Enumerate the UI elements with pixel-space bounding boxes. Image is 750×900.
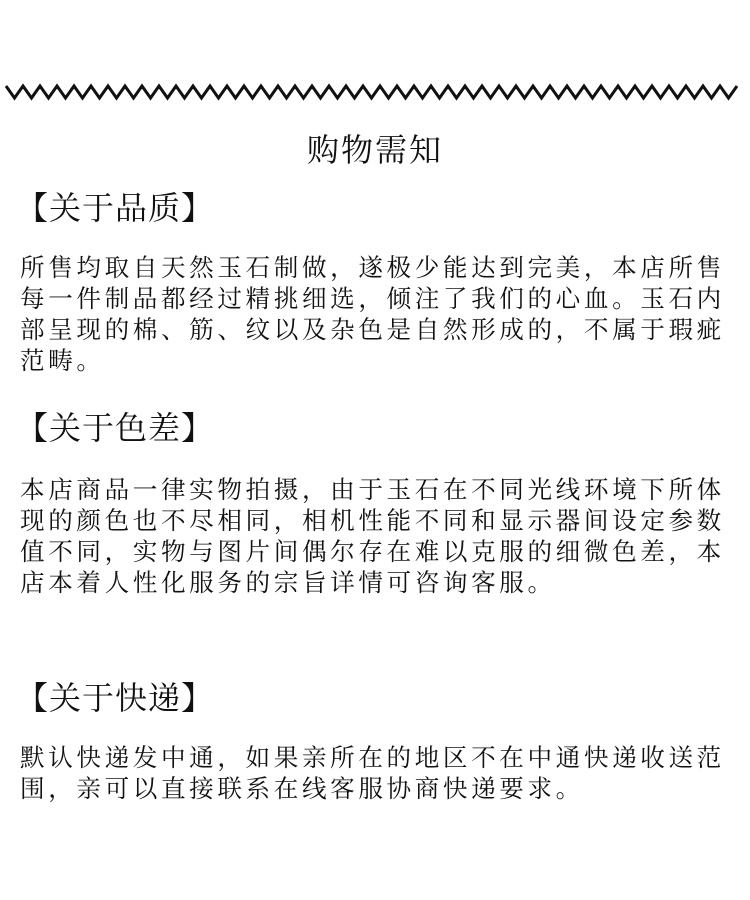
zigzag-divider <box>0 80 750 104</box>
section-heading-color-difference: 【关于色差】 <box>16 409 215 447</box>
page-title: 购物需知 <box>306 131 443 169</box>
section-body-color-difference: 本店商品一律实物拍摄，由于玉石在不同光线环境下所体现的颜色也不尽相同，相机性能不同和显示器间设定参数值不同，实物与图片间偶尔存在难以克服的细微色差，本店本着人性化服务的宗旨详情可咨询客服。 <box>20 475 725 597</box>
section-heading-quality: 【关于品质】 <box>16 189 215 227</box>
section-body-quality: 所售均取自天然玉石制做，遂极少能达到完美，本店所售每一件制品都经过精挑细选，倾注了我们的心血。玉石内部呈现的棉、筋、纹以及杂色是自然形成的，不属于瑕疵范畴。 <box>20 253 725 375</box>
section-heading-express: 【关于快递】 <box>16 679 215 717</box>
section-body-express: 默认快递发中通，如果亲所在的地区不在中通快递收送范围，亲可以直接联系在线客服协商快递要求。 <box>20 743 725 803</box>
